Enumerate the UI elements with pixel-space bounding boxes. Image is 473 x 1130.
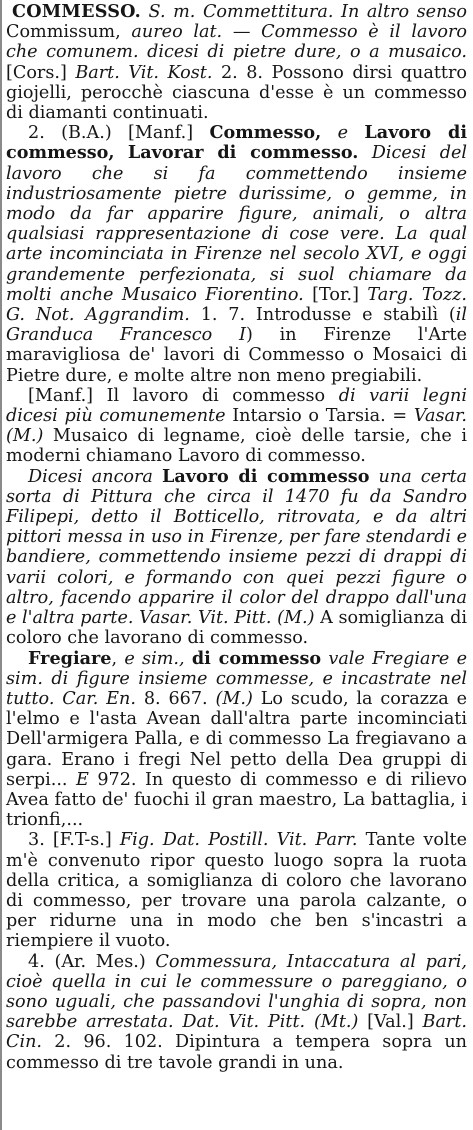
definition: di varii legni dicesi più comunemente [6,385,467,427]
citation-source: Fig. Dat. Postill. Vit. Parr. [119,830,358,851]
quotation: A somiglianza di coloro che lavorano di commesso. [6,608,468,649]
citation-source: Car. En. [62,688,136,709]
quotation: Lo scudo, la corazza e l'elmo e l'asta Avean dall'altra parte incominciati Dell'armigera Palla, e di commesso La fregiavano a gara. Erano i fregi Nel petto della Dea gruppi di serpi... [6,688,468,790]
definition-lead: Dicesi ancora [28,466,153,487]
sense-number: 2. (B.A.) [Manf.] [28,123,194,144]
headword: COMMESSO. [12,1,141,22]
definition: Commessura, Intaccatura al pari, cioè quella in cui le commessure o pareggiano, o sono uguali, che passandovi l'unghia di sopra, non sarebbe arrestata. [6,951,468,1033]
citation-source-2: Bart. Cin. [6,1012,468,1053]
citation-tag: [Tor.] [312,284,359,305]
sense-2 [6,123,467,386]
citation-number: 8. 667. [143,688,208,709]
citation-source: Dat. Vit. Pitt. (Mt.) [182,1012,359,1033]
conjunction: e [337,123,349,144]
latin-note: aureo lat. [131,22,223,43]
citation-tag: [Manf.] Il lavoro di commesso [28,385,326,406]
quotation: Musaico di legname, cioè delle tarsie, che i moderni chiamano Lavoro di commesso. [6,426,467,467]
phrase-connector: e sim., [124,648,185,669]
sense-number: 4. (Ar. Mes.) [28,951,146,972]
citation-number: 1. 7. [200,305,246,326]
quotation-2: In questo di commesso e di rilievo Avea fatto de' fuochi il gran maestro, La battaglia, i trionfi,... [6,769,468,831]
phrase-headword-2: di commesso [191,647,322,669]
definition: una certa sorta di Pittura che circa il 1470 fu da Sandro Filipepi, detto il Botticello, ritrovata, e da altri pittori messa in uso in Firenze, per fare stendardi e bandiere, commettendo insieme pezzi di drappi di varii colori, e formando con quei pezzi figure o altro, facendo apparire il color del drappo dall'una e l'altra parte. [6,466,468,629]
definition: vale Fregiare e sim. di figure insieme commesse, e incastrate nel tutto. [6,648,468,709]
citation-tag: [Cors.] [6,62,67,83]
quotation: Possono dirsi quattro giojelli, perocchè ciascuna d'esse è un commesso di diamanti continuati. [6,62,467,124]
sense-headword: Commesso, [209,122,322,144]
column-rule [0,0,2,1130]
entry-commesso [6,2,467,123]
citation-source: Vasar. Vit. Pitt. (M.) [139,608,315,629]
paragraph-legni [6,386,467,467]
definition: Dicesi del lavoro che si fa commettendo insieme industriosamente pietre durissime, o gemme, in modo da far apparire figure, animali, o altra qualsiasi rappresentazione di cose vere. La qual arte incominciata in Firenze nel secolo XVI, e oggi grandemente perfezionata, si suol chiamare da molti anche Musaico Fiorentino. [6,143,467,305]
latin-term: Commissum, [6,22,121,43]
quotation-b: ) in Firenze l'Arte maravigliosa de' lavori di Commesso o Mosaici di Pietre dure, e molte altre non meno pregiabili. [6,325,467,386]
quotation-a: Introdusse e stabilì ( [255,305,456,326]
quotation: Tante volte m'è convenuto ripor questo luogo sopra la ruota della critica, a somiglianza di coloro che lavorano di commesso, per trovare una parola calzante, o per ridurne una in modo che ben s'incastri a riempiere il vuoto. [6,830,468,952]
citation-tag: [Val.] [367,1012,414,1033]
phrase-headword: Lavoro di commesso [162,465,370,487]
gloss: Commettitura. In altro senso [202,2,468,22]
sense-headword-3: Lavorar di commesso. [127,142,359,164]
punctuation: , [111,648,118,669]
citation-number: 2. 96. 102. [54,1032,163,1053]
citation-marker: (M.) [6,426,44,447]
quotation-italic: il Granduca Francesco I [6,305,468,346]
paragraph-pittura [6,467,467,649]
sense-headword-2: Lavoro di commesso, [6,122,468,164]
paragraph-fregiare [6,649,467,831]
citation-number-2: 972. [97,769,137,790]
phrase-headword: Fregiare [28,647,112,669]
citation-source: Bart. Vit. Kost. [75,62,213,83]
part-of-speech: S. m. [148,2,196,22]
citation-source: Vasar. [413,406,468,427]
sense-4 [6,952,467,1073]
quotation: Dipintura a tempera sopra un commesso di tre tavole grandi in una. [6,1032,467,1073]
sense-number: 3. [F.T-s.] [28,830,112,851]
definition-rest: Intarsio o Tarsia. = [232,406,408,427]
citation-number: 2. 8. [220,62,264,83]
citation-source: Targ. Tozz. G. Not. Aggrandim. [6,284,468,326]
citation-source-2: E [76,769,89,790]
citation-marker: (M.) [215,688,253,709]
definition: — Commesso è il lavoro che comunem. dicesi di pietre dure, o a musaico. [6,22,468,63]
sense-3 [6,830,467,951]
